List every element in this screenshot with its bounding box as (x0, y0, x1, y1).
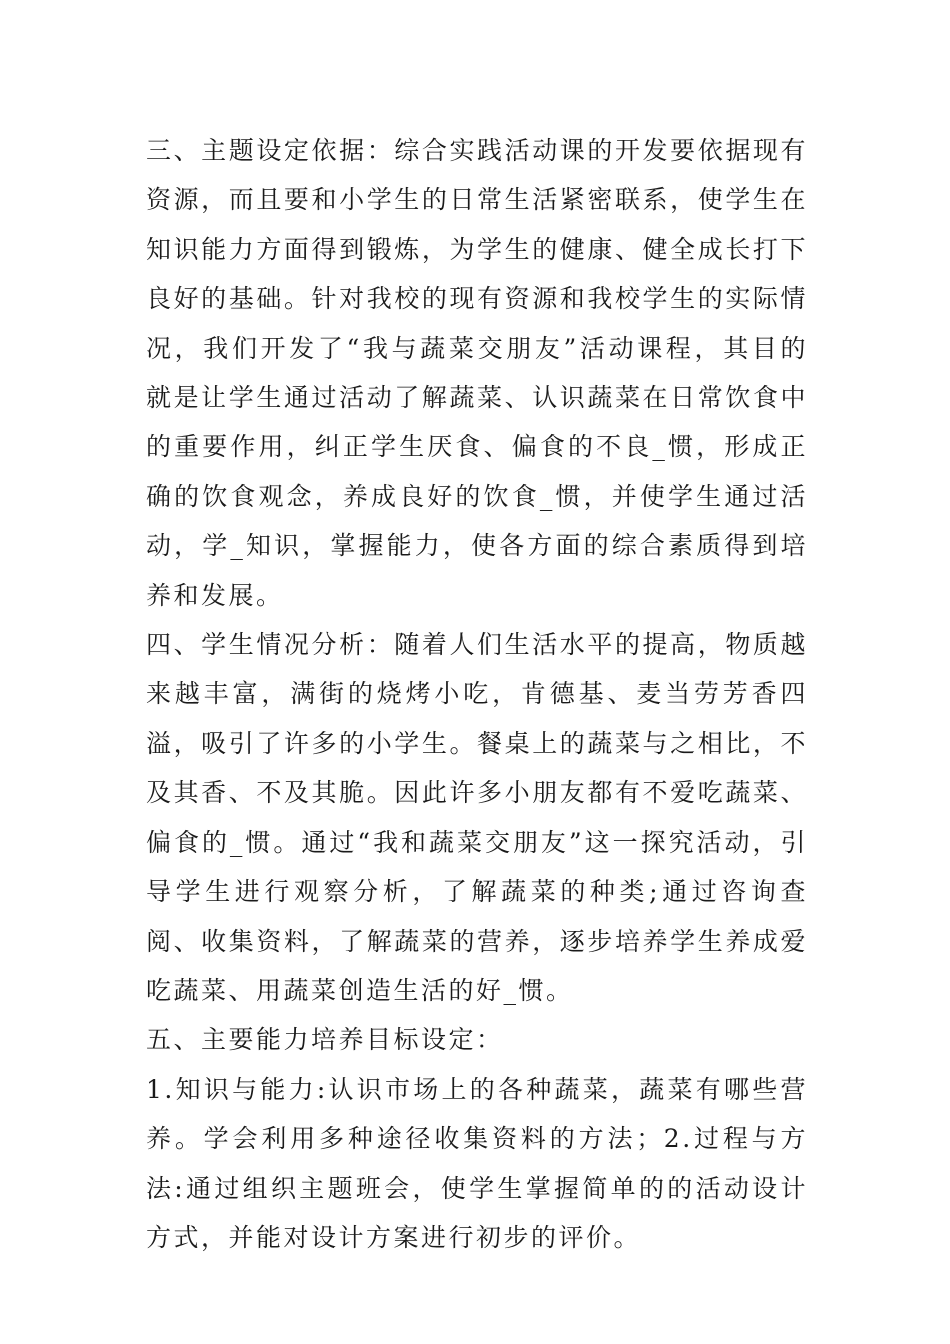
paragraph-ability-goals-heading: 五、主要能力培养目标设定： (146, 1025, 504, 1055)
document-body (146, 126, 808, 1262)
paragraph-theme-basis: 三、主题设定依据：综合实践活动课的开发要依据现有资源，而且要和小学生的日常生活紧密联系，使学生在知识能力方面得到锻炼，为学生的健康、健全成长打下良好的基础。针对我校的现有资源和我校学生的实际情况，我们开发了“我与蔬菜交朋友”活动课程，其目的就是让学生通过活动了解蔬菜、认识蔬菜在日常饮食中的重要作用，纠正学生厌食、偏食的不良_惯，形成正确的饮食观念，养成良好的饮食_惯，并使学生通过活动，学_知识，掌握能力，使各方面的综合素质得到培养和发展。 (146, 136, 808, 610)
paragraph-knowledge-and-ability: 1.知识与能力:认识市场上的各种蔬菜，蔬菜有哪些营养。学会利用多种途径收集资料的方法；2.过程与方法:通过组织主题班会，使学生掌握简单的的活动设计方式，并能对设计方案进行初步的评价。 (146, 1074, 808, 1252)
paragraph-student-analysis: 四、学生情况分析：随着人们生活水平的提高，物质越来越丰富，满街的烧烤小吃，肯德基、麦当劳芳香四溢，吸引了许多的小学生。餐桌上的蔬菜与之相比，不及其香、不及其脆。因此许多小朋友都有不爱吃蔬菜、偏食的_惯。通过“我和蔬菜交朋友”这一探究活动，引导学生进行观察分析，了解蔬菜的种类;通过咨询查阅、收集资料，了解蔬菜的营养，逐步培养学生养成爱吃蔬菜、用蔬菜创造生活的好_惯。 (146, 630, 808, 1005)
